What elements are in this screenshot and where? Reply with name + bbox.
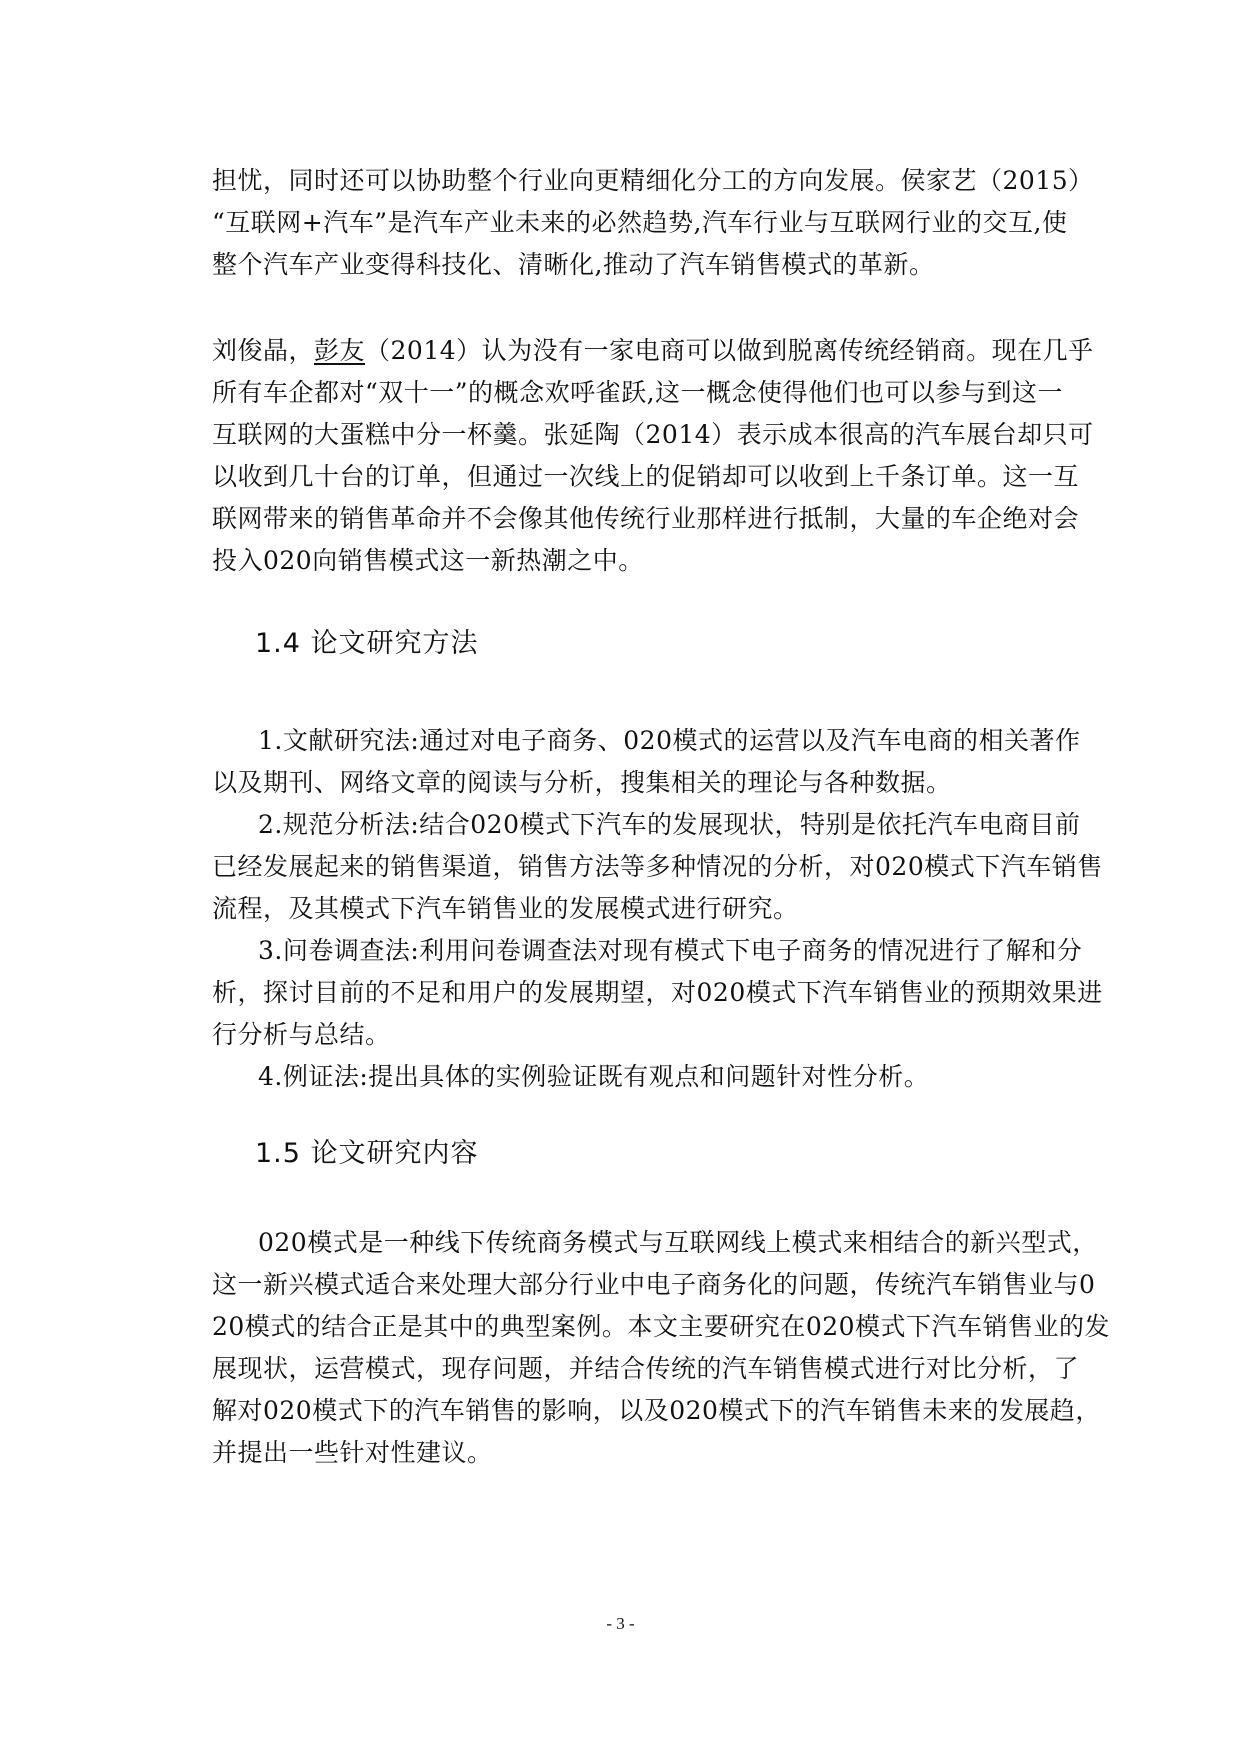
text-line: 析，探讨目前的不足和用户的发展期望，对020模式下汽车销售业的预期效果进 bbox=[212, 978, 1103, 1007]
text-line: 整个汽车产业变得科技化、清晰化,推动了汽车销售模式的革新。 bbox=[212, 250, 935, 279]
text-line bbox=[212, 330, 1094, 372]
text-line: 已经发展起来的销售渠道，销售方法等多种情况的分析，对020模式下汽车销售 bbox=[212, 852, 1103, 881]
text-line: 行分析与总结。 bbox=[212, 1020, 391, 1049]
text-line: 互联网的大蛋糕中分一杯羹。张延陶（2014）表示成本很高的汽车展台却只可 bbox=[212, 420, 1094, 449]
text-span: （2014）认为没有一家电商可以做到脱离传统经销商。现在几乎 bbox=[365, 336, 1094, 365]
paragraph-literature-review-1 bbox=[212, 160, 1094, 286]
text-line: 以及期刊、网络文章的阅读与分析，搜集相关的理论与各种数据。 bbox=[212, 768, 952, 797]
author-text: 刘俊晶， bbox=[212, 336, 315, 365]
text-line: 3.问卷调查法:利用问卷调查法对现有模式下电子商务的情况进行了解和分 bbox=[258, 936, 1083, 965]
method-item-example bbox=[212, 1056, 1062, 1098]
text-line: 展现状，运营模式，现存问题，并结合传统的汽车销售模式进行对比分析，了 bbox=[212, 1354, 1080, 1383]
paragraph-research-content bbox=[212, 1222, 1111, 1474]
underlined-author: 彭友 bbox=[314, 336, 366, 365]
text-line: 投入020向销售模式这一新热潮之中。 bbox=[212, 546, 644, 575]
text-line: 2.规范分析法:结合020模式下汽车的发展现状，特别是依托汽车电商目前 bbox=[258, 810, 1081, 839]
text-line: 所有车企都对“双十一”的概念欢呼雀跃,这一概念使得他们也可以参与到这一 bbox=[212, 378, 1064, 407]
text-line: 以收到几十台的订单，但通过一次线上的促销却可以收到上千条订单。这一互 bbox=[212, 462, 1080, 491]
text-line: 担忧，同时还可以协助整个行业向更精细化分工的方向发展。侯家艺（2015） bbox=[212, 166, 1094, 195]
text-line: 联网带来的销售革命并不会像其他传统行业那样进行抵制，大量的车企绝对会 bbox=[212, 504, 1080, 533]
text-line: 20模式的结合正是其中的典型案例。本文主要研究在020模式下汽车销售业的发 bbox=[212, 1312, 1111, 1341]
text-line: 这一新兴模式适合来处理大部分行业中电子商务化的问题，传统汽车销售业与0 bbox=[212, 1270, 1096, 1299]
text-line: 流程，及其模式下汽车销售业的发展模式进行研究。 bbox=[212, 894, 799, 923]
section-heading-1-5: 1.5 论文研究内容 bbox=[255, 1138, 479, 1169]
text-line: 解对020模式下的汽车销售的影响，以及020模式下的汽车销售未来的发展趋， bbox=[212, 1396, 1101, 1425]
text-line: 020模式是一种线下传统商务模式与互联网线上模式来相结合的新兴型式， bbox=[258, 1228, 1098, 1257]
page-number: - 3 - bbox=[606, 1614, 635, 1633]
method-item-normative bbox=[212, 804, 1103, 930]
text-line: 并提出一些针对性建议。 bbox=[212, 1438, 493, 1467]
text-line: 1.文献研究法:通过对电子商务、020模式的运营以及汽车电商的相关著作 bbox=[258, 726, 1081, 755]
text-line: 4.例证法:提出具体的实例验证既有观点和问题针对性分析。 bbox=[258, 1062, 930, 1091]
section-heading-1-4: 1.4 论文研究方法 bbox=[255, 628, 479, 659]
method-item-literature bbox=[212, 720, 1081, 804]
method-item-survey bbox=[212, 930, 1103, 1056]
research-methods-list bbox=[212, 720, 1103, 1098]
paragraph-literature-review-2 bbox=[212, 330, 1094, 582]
text-line: “互联网+汽车”是汽车产业未来的必然趋势,汽车行业与互联网行业的交互,使 bbox=[212, 208, 1068, 237]
